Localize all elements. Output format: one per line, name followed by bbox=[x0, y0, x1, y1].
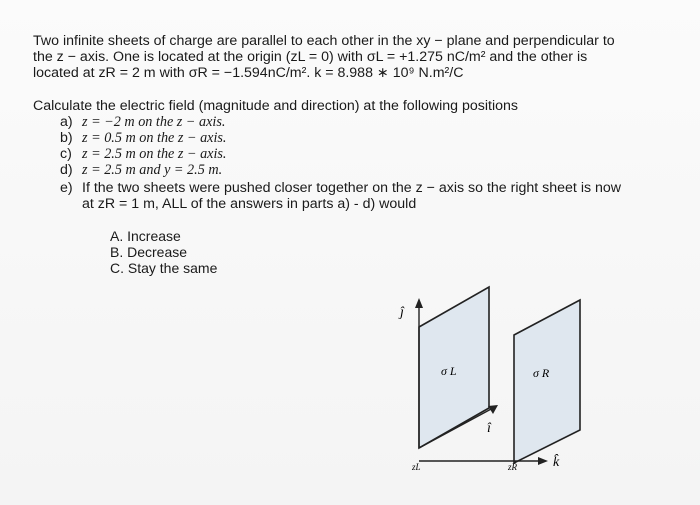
part-d-text: z = 2.5 m and y = 2.5 m. bbox=[82, 162, 223, 178]
part-d-label: d) bbox=[60, 162, 73, 178]
j-hat-label: ĵ bbox=[400, 305, 404, 320]
sigma-l-label: σ L bbox=[441, 364, 457, 378]
k-hat-label: k̂ bbox=[553, 455, 560, 470]
z-l-label: zL bbox=[412, 462, 421, 472]
part-c-text: z = 2.5 m on the z − axis. bbox=[82, 146, 227, 162]
part-e-text: If the two sheets were pushed closer together on the z − axis so the right sheet is now bbox=[82, 180, 622, 196]
z-r-label: zR bbox=[508, 462, 517, 472]
k-arrowhead bbox=[538, 457, 548, 465]
part-e-line-2: at zR = 1 m, ALL of the answers in parts a) - d) would bbox=[82, 196, 417, 212]
choice-a: A. Increase bbox=[110, 228, 181, 244]
part-e-label: e) bbox=[60, 180, 73, 196]
intro-line-2: the z − axis. One is located at the origin (zL = 0) with σL = +1.275 nC/m² and the other is bbox=[33, 49, 588, 65]
part-a-text: z = −2 m on the z − axis. bbox=[82, 114, 226, 130]
i-hat-label: î bbox=[487, 421, 491, 436]
part-b-text: z = 0.5 m on the z − axis. bbox=[82, 130, 227, 146]
task-text: Calculate the electric field (magnitude and direction) at the following positions bbox=[33, 98, 519, 114]
part-a-label: a) bbox=[60, 114, 73, 130]
sigma-r-label: σ R bbox=[533, 366, 550, 380]
part-c-label: c) bbox=[60, 146, 72, 162]
right-sheet bbox=[514, 300, 580, 463]
intro-line-1: Two infinite sheets of charge are parallel to each other in the xy − plane and perpendicular to bbox=[33, 33, 615, 49]
choice-c: C. Stay the same bbox=[110, 260, 218, 276]
choice-b: B. Decrease bbox=[110, 244, 188, 260]
intro-line-3: located at zR = 2 m with σR = −1.594nC/m². k = 8.988 ∗ 10⁹ N.m²/C bbox=[33, 65, 464, 81]
j-arrowhead bbox=[415, 298, 423, 308]
part-b-label: b) bbox=[60, 130, 73, 146]
